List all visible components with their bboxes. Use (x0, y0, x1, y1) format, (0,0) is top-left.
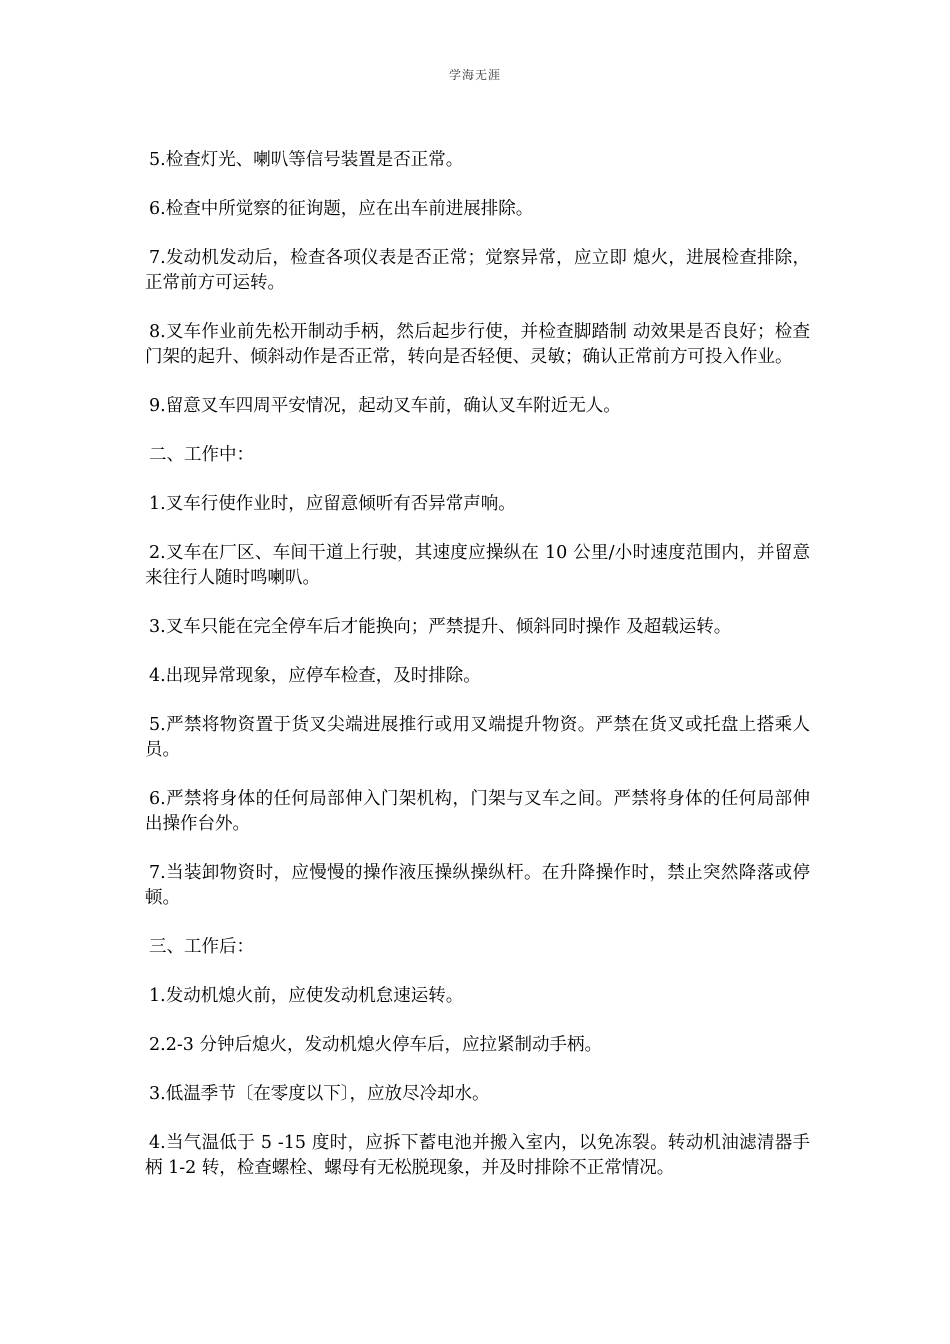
item-during-3: 3.叉车只能在完全停车后才能换向；严禁提升、倾斜同时操作 及超载运转。 (149, 617, 732, 637)
document-body (145, 148, 810, 1205)
item-pre-7: 7.发动机发动后，检查各项仪表是否正常；觉察异常，应立即 熄火，进展检查排除，正常前方可运转。 (145, 248, 810, 293)
item-during-4: 4.出现异常现象，应停车检查，及时排除。 (149, 666, 481, 686)
item-pre-9: 9.留意叉车四周平安情况，起动叉车前，确认叉车附近无人。 (149, 396, 621, 416)
item-pre-5: 5.检查灯光、喇叭等信号装置是否正常。 (149, 150, 464, 170)
item-after-1: 1.发动机熄火前，应使发动机怠速运转。 (149, 986, 464, 1006)
item-during-2: 2.叉车在厂区、车间干道上行驶，其速度应操纵在 10 公里/小时速度范围内，并留意来往行人随时鸣喇叭。 (145, 543, 810, 588)
item-after-4: 4.当气温低于 5 -15 度时，应拆下蓄电池并搬入室内，以免冻裂。转动机油滤清器手柄 1-2 转，检查螺栓、螺母有无松脱现象，并及时排除不正常情况。 (145, 1133, 810, 1178)
item-after-2: 2.2-3 分钟后熄火，发动机熄火停车后，应拉紧制动手柄。 (149, 1035, 602, 1055)
item-after-3: 3.低温季节〔在零度以下〕，应放尽冷却水。 (149, 1084, 490, 1104)
item-during-6: 6.严禁将身体的任何局部伸入门架机构，门架与叉车之间。严禁将身体的任何局部伸出操作台外。 (145, 789, 810, 834)
section-heading-after-work: 三、工作后： (149, 937, 254, 957)
item-during-5: 5.严禁将物资置于货叉尖端进展推行或用叉端提升物资。严禁在货叉或托盘上搭乘人员。 (145, 715, 810, 760)
section-heading-during-work: 二、工作中： (149, 445, 254, 465)
page-header: 学海无涯 (448, 68, 501, 82)
item-pre-8: 8.叉车作业前先松开制动手柄，然后起步行使，并检查脚踏制 动效果是否良好；检查门架的起升、倾斜动作是否正常，转向是否轻便、灵敏；确认正常前方可投入作业。 (145, 322, 810, 367)
item-during-7: 7.当装卸物资时，应慢慢的操作液压操纵操纵杆。在升降操作时，禁止突然降落或停顿。 (145, 863, 810, 908)
item-pre-6: 6.检查中所觉察的征询题，应在出车前进展排除。 (149, 199, 534, 219)
item-during-1: 1.叉车行使作业时，应留意倾听有否异常声响。 (149, 494, 516, 514)
